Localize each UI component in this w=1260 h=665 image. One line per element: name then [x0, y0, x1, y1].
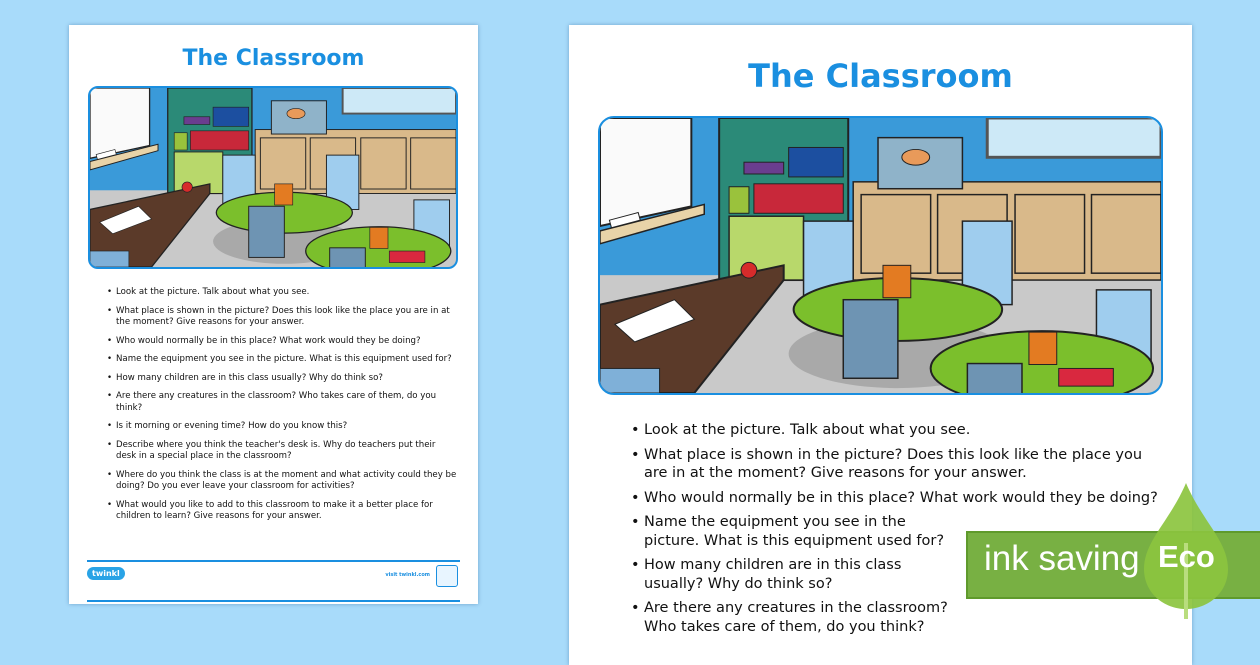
pencil-pot [370, 227, 388, 248]
question-item: • Look at the picture. Talk about what you see. [631, 421, 1161, 440]
question-item: • Name the equipment you see in the picture. What is this equipment used for? [107, 354, 457, 366]
pencil-pot [883, 265, 911, 297]
apple [182, 182, 192, 192]
fish [902, 149, 930, 165]
question-item: • Name the equipment you see in the picture. What is this equipment used for? [631, 513, 1161, 550]
page-title: The Classroom [182, 46, 365, 71]
worksheet-preview-small [69, 25, 478, 604]
book-stack [90, 251, 129, 267]
question-item: • Look at the picture. Talk about what you see. [107, 287, 457, 299]
chair [967, 364, 1022, 393]
books-middle [729, 184, 843, 213]
classroom-illustration [598, 116, 1163, 395]
eco-label: Eco [1158, 539, 1215, 574]
apple [741, 262, 757, 278]
books-middle [174, 131, 248, 150]
twinkl-logo: twinkl [87, 567, 125, 580]
question-item: • How many children are in this class usually? Why do think so? [107, 373, 457, 385]
chair [249, 206, 285, 257]
question-item: • Is it morning or evening time? How do you know this? [107, 421, 457, 433]
whiteboard [600, 118, 691, 226]
question-item: • Who would normally be in this place? What work would they be doing? [107, 336, 457, 348]
red-book [1059, 368, 1114, 386]
pencil-pot [1029, 332, 1057, 364]
question-list [107, 287, 457, 530]
fish [287, 108, 305, 118]
ink-saving-text: ink saving [984, 539, 1140, 578]
question-item: • How many children are in this class usually? Why do think so? [631, 556, 1161, 593]
question-item: • What place is shown in the picture? Does this look like the place you are in at the moment? Give reasons for your answer. [631, 446, 1161, 483]
chair [843, 300, 898, 379]
page-footer [87, 560, 460, 598]
divider [87, 600, 460, 602]
question-item: • What place is shown in the picture? Does this look like the place you are in at the moment? Give reasons for your answer. [107, 306, 457, 329]
quality-badge-icon [436, 565, 458, 587]
page-title: The Classroom [748, 57, 1013, 95]
red-book [389, 251, 425, 263]
question-item: • Are there any creatures in the classroom? Who takes care of them, do you think? [107, 391, 457, 414]
whiteboard [90, 88, 150, 158]
question-item: • What would you like to add to this classroom to make it a better place for children to learn? Give reasons for your answer. [107, 500, 457, 523]
window [987, 118, 1161, 157]
pencil-pot [275, 184, 293, 205]
chair [330, 248, 366, 267]
classroom-drawing [600, 118, 1161, 393]
book-stack [600, 368, 660, 393]
question-item: • Describe where you think the teacher's desk is. Why do teachers put their desk in a special place in the classroom? [107, 440, 457, 463]
classroom-illustration [88, 86, 458, 269]
question-item: • Are there any creatures in the classroom? Who takes care of them, do you think? [631, 599, 1161, 636]
question-item: • Where do you think the class is at the moment and what activity could they be doing? Do you ever leave your classroom for activities? [107, 470, 457, 493]
classroom-drawing [90, 88, 456, 267]
website-text: visit twinkl.com [385, 572, 430, 578]
window [343, 88, 456, 114]
question-item: • Who would normally be in this place? What work would they be doing? [631, 489, 1161, 508]
